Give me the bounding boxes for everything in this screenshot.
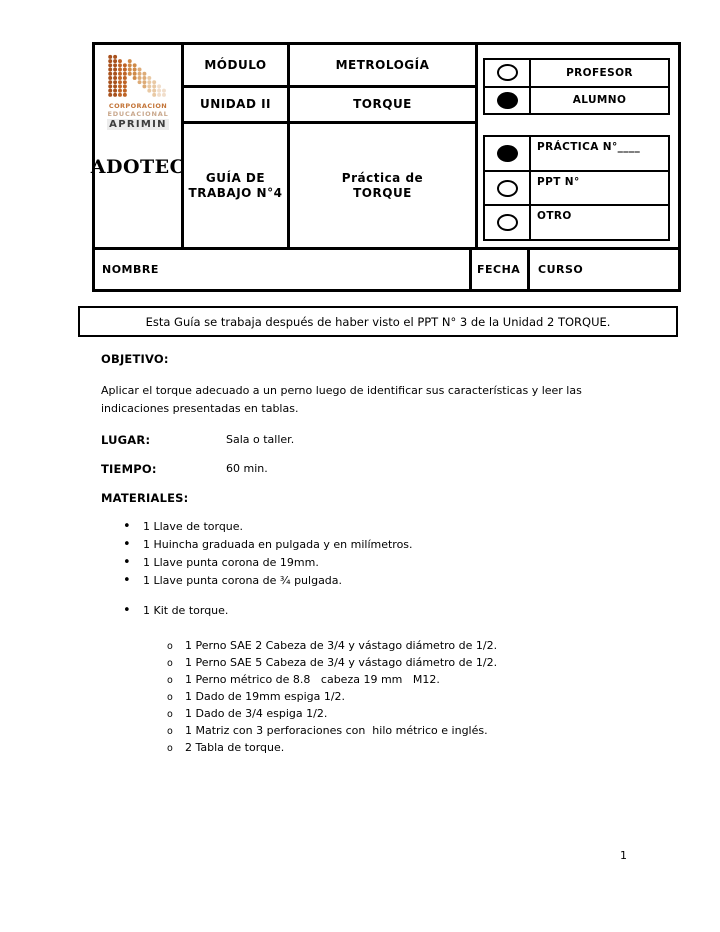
list-item: o 1 Dado de 19mm espiga 1/2. [185, 688, 649, 705]
body-content [101, 352, 649, 756]
check-row-profesor [485, 60, 668, 88]
lugar-value: Sala o taller. [226, 433, 295, 446]
modulo-value: METROLOGÍA [335, 57, 430, 72]
check-row-practica [485, 137, 668, 172]
unidad-value-cell [290, 88, 475, 121]
otro-label: OTRO [537, 210, 572, 223]
ppt-label: PPT N° [537, 175, 580, 188]
kit-items-list [101, 637, 649, 756]
curso-label: CURSO [538, 263, 584, 276]
kit-list-item: • 1 Kit de torque. [143, 602, 649, 620]
aprimin-logo-dots [107, 54, 169, 100]
header-mid-columns [184, 45, 478, 247]
logo-cell [90, 45, 186, 247]
check-row-alumno [485, 88, 668, 114]
audience-table [483, 58, 670, 115]
materiales-heading: MATERIALES: [101, 491, 189, 505]
list-item: o 1 Perno SAE 2 Cabeza de 3/4 y vástago diámetro de 1/2. [185, 637, 649, 654]
row-unidad [184, 88, 475, 124]
aprimin-logo-icon [107, 54, 169, 100]
list-item: o 1 Perno SAE 5 Cabeza de 3/4 y vástago diámetro de 1/2. [185, 654, 649, 671]
practica-circle-cell [485, 137, 531, 170]
profesor-check-circle [497, 64, 518, 81]
checkbox-panel [478, 45, 678, 247]
logo-text-corporacion: CORPORACION [108, 102, 168, 110]
list-item: o 1 Perno métrico de 8.8 cabeza 19 mm M12. [185, 671, 649, 688]
guia-value-cell [290, 124, 475, 247]
page-number: 1 [620, 849, 627, 862]
list-item: o 2 Tabla de torque. [185, 739, 649, 756]
logo-text-educacional: EDUCACIONAL [107, 110, 169, 118]
list-item: o 1 Dado de 3/4 espiga 1/2. [185, 705, 649, 722]
materiales-list [101, 518, 649, 620]
ppt-circle-cell [485, 172, 531, 205]
alumno-label: ALUMNO [572, 94, 627, 107]
tiempo-value: 60 min. [226, 462, 268, 475]
check-row-ppt [485, 172, 668, 207]
nombre-label: NOMBRE [102, 263, 159, 276]
notice-box [78, 306, 678, 337]
unidad-label: UNIDAD II [199, 97, 272, 111]
notice-text: Esta Guía se trabaja después de haber visto el PPT N° 3 de la Unidad 2 TORQUE. [145, 314, 611, 329]
modulo-label-cell [184, 45, 290, 85]
list-item: • 1 Llave punta corona de ¾ pulgada. [143, 572, 649, 590]
alumno-check-circle [497, 92, 518, 109]
header-table [92, 42, 681, 292]
alumno-circle-cell [485, 88, 531, 114]
lugar-label: LUGAR: [101, 433, 151, 447]
check-row-otro [485, 206, 668, 239]
practica-label: PRÁCTICA N°____ [537, 141, 641, 153]
otro-circle-cell [485, 206, 531, 239]
objetivo-heading: OBJETIVO: [101, 352, 169, 366]
row-modulo [184, 45, 475, 88]
tiempo-row [101, 462, 649, 476]
profesor-circle-cell [485, 60, 531, 86]
practica-check-circle [497, 145, 518, 162]
header-top-section [90, 45, 678, 250]
logo-text-aprimin: APRIMIN [109, 119, 167, 130]
modulo-label: MÓDULO [204, 57, 267, 72]
objetivo-text: Aplicar el torque adecuado a un perno luego de identificar sus características y leer las indicaciones presentadas en tablas. [101, 384, 582, 415]
nombre-cell [95, 250, 472, 289]
lugar-row [101, 433, 649, 447]
guia-label-cell [184, 124, 290, 247]
row-guia [184, 124, 475, 247]
fecha-label: FECHA [477, 263, 521, 276]
list-item: • 1 Huincha graduada en pulgada y en milímetros. [143, 536, 649, 554]
profesor-label: PROFESOR [566, 66, 633, 79]
otro-check-circle [497, 214, 518, 231]
guia-value: Práctica de TORQUE [341, 170, 424, 200]
tiempo-label: TIEMPO: [101, 462, 157, 476]
unidad-label-cell [184, 88, 290, 121]
header-bottom-row [95, 250, 678, 289]
list-item: • 1 Llave punta corona de 19mm. [143, 554, 649, 572]
unidad-value: TORQUE [353, 97, 412, 111]
fecha-cell [472, 250, 530, 289]
list-item: o 1 Matriz con 3 perforaciones con hilo métrico e inglés. [185, 722, 649, 739]
brand-adotec: ADOTEC [90, 156, 186, 178]
modulo-value-cell [290, 45, 475, 85]
curso-cell [530, 250, 678, 289]
list-item: • 1 Llave de torque. [143, 518, 649, 536]
doc-type-table [483, 135, 670, 241]
ppt-check-circle [497, 180, 518, 197]
guia-label: GUÍA DE TRABAJO N°4 [188, 170, 283, 200]
